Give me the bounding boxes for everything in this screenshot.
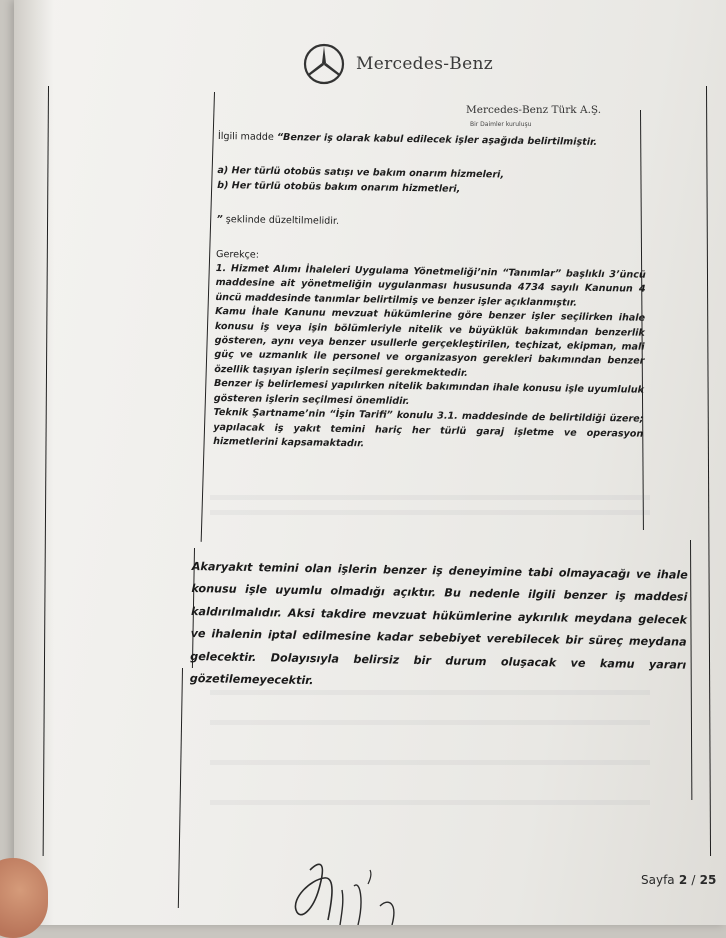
bleed-through	[210, 800, 650, 805]
reason-paragraph: Kamu İhale Kanunu mevzuat hükümlerine göre benzer işler seçilirken ihale konusu iş veya işin bölümleriyle nitelik ve büyüklük bakımından benzerlik gösteren, aynı veya benzer usullerle gerçekleştirilen, teçhizat, ekipman, mali güç ve uzmanlık ile personel ve organizasyon gerekleri bakımından benzer özellik taşıyan işlerin seçilmesi gerekmektedir.	[214, 306, 646, 379]
reason-paragraph: Benzer iş belirlemesi yapılırken nitelik bakımından ihale konusu işle uyumluluk gösteren işlerin seçilmesi önemlidir.	[213, 378, 645, 407]
company-name: Mercedes-Benz Türk A.Ş.	[466, 104, 602, 116]
closing-quote-mark: ”	[216, 214, 223, 226]
brand-header	[302, 42, 493, 86]
bleed-through	[210, 495, 650, 500]
company-subtitle: Bir Daimler kuruluşu	[470, 121, 532, 128]
conclusion-paragraph: Akaryakıt temini olan işlerin benzer iş deneyimine tabi olmayacağı ve ihale konusu işle uyumlu olmadığı açıktır. Bu nedenle ilgili benzer iş maddesi kaldırılmalıdır. Aksi takdire mevzuat hükümlerine aykırılık meydana gelecek ve ihalenin iptal edilmesine kadar sebebiyet verebilecek bir süreç meydana gelecektir. Dolayısıyla belirsiz bir durum oluşacak ve kamu yararı gözetilemeyecektir.	[189, 559, 688, 688]
page-label: Sayfa	[641, 873, 675, 887]
intro-quote: “Benzer iş olarak kabul edilecek işler aşağıda belirtilmiştir.	[276, 131, 598, 148]
list-item: b) Her türlü otobüs bakım onarım hizmetleri,	[217, 179, 461, 195]
reason-heading: Gerekçe:	[215, 248, 260, 261]
document-body	[213, 130, 648, 456]
signature-icon	[280, 840, 450, 925]
page-separator: /	[691, 873, 696, 887]
bleed-through	[210, 510, 650, 515]
reason-paragraph: Teknik Şartname’nin “İşin Tarifi” konulu 3.1. maddesinde de belirtildiği üzere; yapılacak iş yakıt temini hariç her türlü garaj işletme ve operasyon hizmetlerini kapsamaktadır.	[213, 407, 644, 450]
brand-name: Mercedes-Benz	[356, 54, 493, 74]
page-total: 25	[699, 873, 717, 887]
list-item: a) Her türlü otobüs satışı ve bakım onarım hizmeleri,	[217, 165, 505, 181]
page-number	[641, 873, 716, 887]
mercedes-star-icon	[302, 42, 346, 86]
intro-prefix: İlgili madde	[217, 130, 277, 143]
closing-text: şeklinde düzeltilmelidir.	[225, 214, 340, 228]
reason-paragraph: 1. Hizmet Alımı İhaleleri Uygulama Yönetmeliği’nin “Tanımlar” başlıklı 3’üncü maddesine ait yönetmeliğin uygulanması hususunda 4734 sayılı Kanunun 4 üncü maddesinde tanımlar belirtilmiş ve benzer işler açıklanmıştır.	[215, 263, 646, 309]
bleed-through	[210, 720, 650, 725]
page-current: 2	[678, 873, 688, 887]
bleed-through	[210, 760, 650, 765]
